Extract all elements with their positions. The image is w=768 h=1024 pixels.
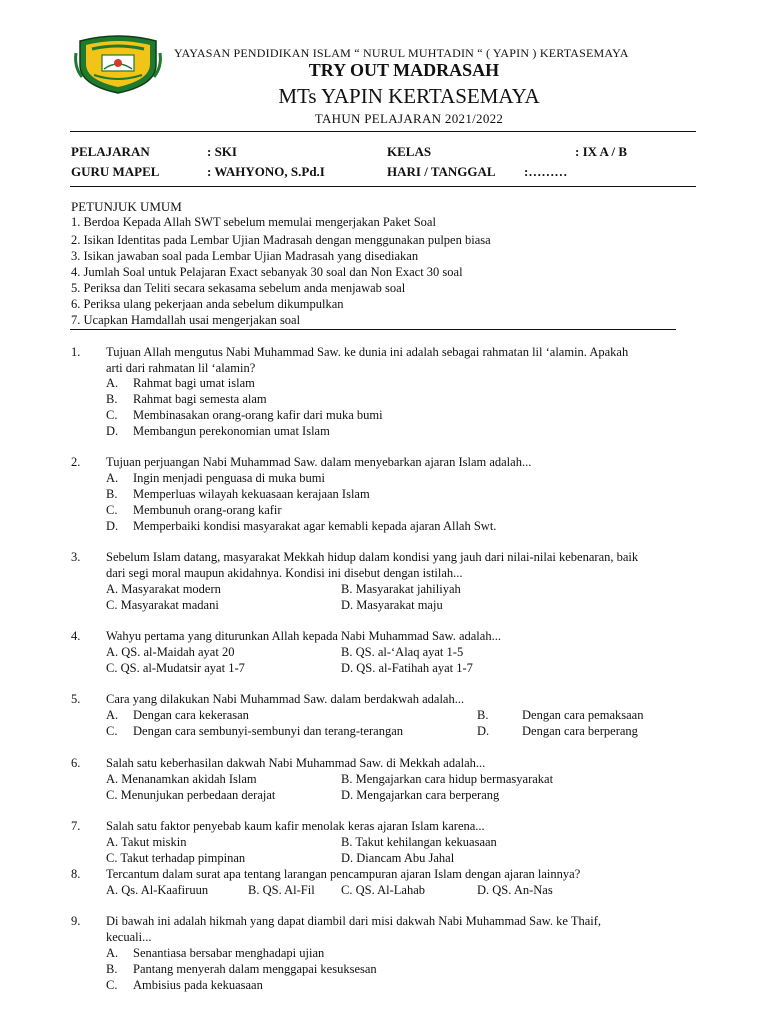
question-text: kecuali...: [106, 930, 152, 944]
question-text: Tercantum dalam surat apa tentang larangan pencampuran ajaran Islam dengan ajaran lainnya?: [106, 867, 581, 881]
question-number: 4.: [71, 629, 81, 643]
instruction-item: 5. Periksa dan Teliti secara sekasama sebelum anda menjawab soal: [71, 281, 406, 295]
option: C. Masyarakat madani: [106, 598, 219, 612]
option: A. QS. al-Maidah ayat 20: [106, 645, 235, 659]
question-text: arti dari rahmatan lil ‘alamin?: [106, 361, 256, 375]
option-text: Dengan cara berperang: [522, 724, 638, 738]
option-text: Rahmat bagi semesta alam: [133, 392, 267, 406]
option-text: Senantiasa bersabar menghadapi ujian: [133, 946, 325, 960]
question-number: 5.: [71, 692, 81, 706]
option-text: Dengan cara sembunyi-sembunyi dan terang-terangan: [133, 724, 404, 738]
option-letter: C.: [106, 408, 118, 422]
option-letter: B.: [106, 487, 118, 501]
question-text: Salah satu faktor penyebab kaum kafir menolak keras ajaran Islam karena...: [106, 819, 485, 833]
option-text: Memperbaiki kondisi masyarakat agar kemabli kepada ajaran Allah Swt.: [133, 519, 497, 533]
option: B. Masyarakat jahiliyah: [341, 582, 461, 596]
option-letter: B.: [106, 962, 118, 976]
option: B. QS. al-‘Alaq ayat 1-5: [341, 645, 464, 659]
instructions-divider: [70, 329, 676, 330]
option: B. Takut kehilangan kekuasaan: [341, 835, 497, 849]
option-text: Pantang menyerah dalam menggapai kesuksesan: [133, 962, 377, 976]
question-text: Tujuan perjuangan Nabi Muhammad Saw. dalam menyebarkan ajaran Islam adalah...: [106, 455, 532, 469]
option-letter: B.: [477, 708, 489, 722]
instruction-item: 6. Periksa ulang pekerjaan anda sebelum dikumpulkan: [71, 297, 344, 311]
question-text: dari segi moral maupun akidahnya. Kondisi ini disebut dengan istilah...: [106, 566, 463, 580]
foundation-name: YAYASAN PENDIDIKAN ISLAM “ NURUL MUHTADIN “ ( YAPIN ) KERTASEMAYA: [174, 46, 629, 60]
option-letter: A.: [106, 376, 119, 390]
option: D. Mengajarkan cara berperang: [341, 788, 500, 802]
question-number: 1.: [71, 345, 81, 359]
option-text: Ingin menjadi penguasa di muka bumi: [133, 471, 325, 485]
question-text: Wahyu pertama yang diturunkan Allah kepada Nabi Muhammad Saw. adalah...: [106, 629, 501, 643]
question-text: Cara yang dilakukan Nabi Muhammad Saw. dalam berdakwah adalah...: [106, 692, 465, 706]
option-text: Rahmat bagi umat islam: [133, 376, 255, 390]
kelas-label: KELAS: [387, 144, 432, 159]
option-letter: B.: [106, 392, 118, 406]
option: C. Menunjukan perbedaan derajat: [106, 788, 276, 802]
hari-label: HARI / TANGGAL: [387, 164, 496, 179]
option-text: Dengan cara kekerasan: [133, 708, 249, 722]
option-letter: D.: [477, 724, 490, 738]
option: A. Menanamkan akidah Islam: [106, 772, 257, 786]
instruction-item: 7. Ucapkan Hamdallah usai mengerjakan soal: [71, 313, 301, 327]
info-divider: [70, 186, 696, 187]
instructions-title: PETUNJUK UMUM: [71, 199, 182, 214]
guru-value: : WAHYONO, S.Pd.I: [207, 164, 325, 179]
question-number: 3.: [71, 550, 81, 564]
exam-title: TRY OUT MADRASAH: [308, 60, 500, 80]
question-text: Di bawah ini adalah hikmah yang dapat diambil dari misi dakwah Nabi Muhammad Saw. ke Thaif,: [106, 914, 602, 928]
question-number: 9.: [71, 914, 81, 928]
question-text: Salah satu keberhasilan dakwah Nabi Muhammad Saw. di Mekkah adalah...: [106, 756, 486, 770]
option: B. QS. Al-Fil: [248, 883, 315, 897]
academic-year: TAHUN PELAJARAN 2021/2022: [314, 111, 504, 126]
option: D. Diancam Abu Jahal: [341, 851, 455, 865]
option: C. Takut terhadap pimpinan: [106, 851, 246, 865]
option: A. Takut miskin: [106, 835, 187, 849]
option-letter: C.: [106, 978, 118, 992]
header-divider: [70, 131, 696, 132]
instruction-item: 1. Berdoa Kepada Allah SWT sebelum memulai mengerjakan Paket Soal: [71, 215, 436, 229]
pelajaran-label: PELAJARAN: [71, 144, 150, 159]
school-name: MTs YAPIN KERTASEMAYA: [278, 84, 540, 108]
option-letter: C.: [106, 503, 118, 517]
option: A. Qs. Al-Kaafiruun: [106, 883, 209, 897]
option-letter: A.: [106, 708, 119, 722]
question-number: 2.: [71, 455, 81, 469]
option-letter: A.: [106, 946, 119, 960]
question-text: Tujuan Allah mengutus Nabi Muhammad Saw. ke dunia ini adalah sebagai rahmatan lil ‘alamin. Apakah: [106, 345, 629, 359]
option-letter: C.: [106, 724, 118, 738]
option: A. Masyarakat modern: [106, 582, 221, 596]
question-number: 6.: [71, 756, 81, 770]
option-text: Dengan cara pemaksaan: [522, 708, 644, 722]
option-text: Ambisius pada kekuasaan: [133, 978, 263, 992]
question-number: 7.: [71, 819, 81, 833]
option-letter: D.: [106, 519, 119, 533]
option: C. QS. al-Mudatsir ayat 1-7: [106, 661, 245, 675]
option-text: Membunuh orang-orang kafir: [133, 503, 282, 517]
option: D. QS. An-Nas: [477, 883, 553, 897]
option: D. Masyarakat maju: [341, 598, 443, 612]
option: B. Mengajarkan cara hidup bermasyarakat: [341, 772, 554, 786]
option: C. QS. Al-Lahab: [341, 883, 426, 897]
option-letter: A.: [106, 471, 119, 485]
option-text: Memperluas wilayah kekuasaan kerajaan Islam: [133, 487, 370, 501]
question-text: Sebelum Islam datang, masyarakat Mekkah hidup dalam kondisi yang jauh dari nilai-nilai kebenaran, baik: [106, 550, 639, 564]
instruction-item: 3. Isikan jawaban soal pada Lembar Ujian Madrasah yang disediakan: [71, 249, 419, 263]
guru-label: GURU MAPEL: [71, 164, 160, 179]
instruction-item: 2. Isikan Identitas pada Lembar Ujian Madrasah dengan menggunakan pulpen biasa: [71, 233, 491, 247]
option-text: Membinasakan orang-orang kafir dari muka bumi: [133, 408, 383, 422]
hari-value: :………: [524, 164, 568, 179]
question-number: 8.: [71, 867, 81, 881]
option: D. QS. al-Fatihah ayat 1-7: [341, 661, 473, 675]
pelajaran-value: : SKI: [207, 144, 237, 159]
option-letter: D.: [106, 424, 119, 438]
instruction-item: 4. Jumlah Soal untuk Pelajaran Exact sebanyak 30 soal dan Non Exact 30 soal: [71, 265, 463, 279]
option-text: Membangun perekonomian umat Islam: [133, 424, 330, 438]
kelas-value: : IX A / B: [575, 144, 628, 159]
